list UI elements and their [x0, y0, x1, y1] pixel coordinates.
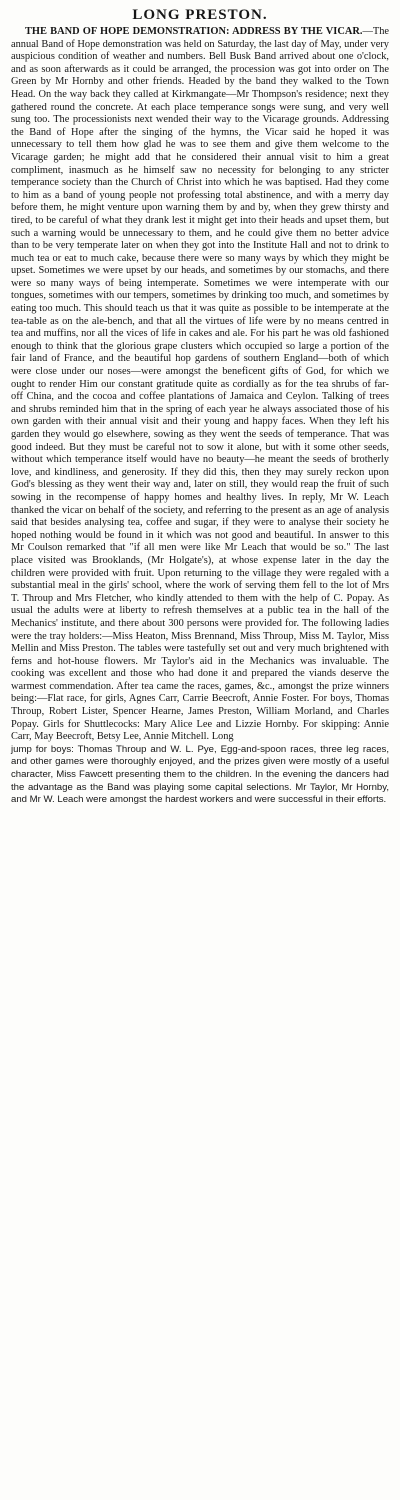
article-tail: jump for boys: Thomas Throup and W. L. Pye, Egg-and-spoon races, three leg races, and other games were thoroughly enjoyed, and the prizes given were mostly of a useful character, Miss Fawcett presenting them to the children. In the evening the dancers had the advantage as the Band was playing some capital selections. Mr Taylor, Mr Hornby, and Mr W. Leach were amongst the hardest workers and were successful in their efforts.: [11, 743, 389, 806]
article-text: —The annual Band of Hope demonstration was held on Saturday, the last day of May, under very auspicious condition of weather and numbers. Bell Busk Band arrived about one o'clock, and as soon afterwards as it could be arranged, the procession was got into order on The Green by Mr Hornby and other friends. Headed by the band they walked to the Town Head. On the way back they called at Kirkmangate—Mr Thompson's residence; next they gathered round the concrete. At each place temperance songs were sung, and very well sung too. The processionists next wended their way to the Vicarage grounds. Addressing the Band of Hope after the singing of the hymns, the Vicar said he hoped it was unnecessary to tell them how glad he was to see them and give them welcome to the Vicarage garden; he might add that he considered their annual visit to him a great compliment, inasmuch as he himself saw no necessity for belonging to any stricter temperance society than the Church of Christ into which he was baptised. Had they come to him as a band of young people not professing total abstinence, and with a merry day before them, he might venture upon warning them by and by, when they grew thirsty and tired, to be careful of what they drank lest it might get into their heads and upset them, but such a warning would be unnecessary to them, and he could give them no better advice than to be very temperate later on when they got into the Institute Hall and not to drink to much tea or eat to much cake, because there were so many ways by which they might be upset. Sometimes we were upset by our heads, and sometimes by our stomachs, and there were so many ways of being intemperate. Sometimes we were intemperate with our tongues, sometimes with our tempers, sometimes by drinking too much, and sometimes by eating too much. This should teach us that it was quite as possible to be intemperate at the tea-table as on the ale-bench, and that all the virtues of life were by no means centred in tea and muffins, nor all the vices of life in cakes and ale. For his part he was old fashioned enough to think that the glorious grape clusters which occupied so large a portion of the fair land of France, and the beautiful hop gardens of southern England—both of which were close under our noses—were amongst the beneficent gifts of God, for which we ought to render Him our constant gratitude quite as cordially as for the tea shrubs of far-off China, and the cocoa and coffee plantations of Jamaica and Ceylon. Talking of trees and shrubs reminded him that in the spring of each year he always associated those of his own garden with their annual visit and their young and happy faces. When they left his garden they would go elsewhere, sowing as they went the seeds of temperance. That was good indeed. But they must be careful not to sow it alone, but with it some other seeds, without which temperance itself would have no beauty—he meant the seeds of brotherly love, and kindliness, and generosity. If they did this, then they may surely reckon upon God's blessing as they went their way and, later on still, they would reap the fruit of such sowing in the recompense of happy homes and healthy lives. In reply, Mr W. Leach thanked the vicar on behalf of the society, and referring to the present as an age of analysis said that besides analysing tea, coffee and sugar, if they were to analyse their society he hoped nothing would be found in it which was not good and beautiful. In answer to this Mr Coulson remarked that "if all men were like Mr Leach that would be so." The last place visited was Brooklands, (Mr Holgate's), at whose expense later in the day the children were provided with fruit. Upon returning to the village they were regaled with a substantial meal in the girls' school, where the work of serving them fell to the lot of Mrs T. Throup and Mrs Fletcher, who kindly attended to them with the help of C. Popay. As usual the adults were at liberty to refresh themselves at a public tea in the hall of the Mechanics' institute, and there about 300 persons were provided for. The following ladies were the tray holders:—Miss Heaton, Miss Brennand, Miss Throup, Miss M. Taylor, Miss Mellin and Miss Preston. The tables were tastefully set out and very much brightened with ferns and hot-house flowers. Mr Taylor's aid in the Mechanics was invaluable. The cooking was excellent and those who had done it and prepared the viands deserve the warmest commendation. After tea came the races, games, &c., amongst the prize winners being:—Flat race, for girls, Agnes Carr, Carrie Beecroft, Annie Foster. For boys, Thomas Throup, Robert Lister, Spencer Hearne, James Preston, William Morland, and Charles Popay. Girls for Shuttlecocks: Mary Alice Lee and Lizzie Hornby. For skipping: Annie Carr, May Beecroft, Betsy Lee, Annie Mitchell. Long: [11, 26, 389, 743]
article-body: [11, 26, 389, 744]
headline: LONG PRESTON.: [132, 7, 268, 23]
article-lead: THE BAND OF HOPE DEMONSTRATION: ADDRESS BY THE VICAR.: [25, 26, 363, 37]
